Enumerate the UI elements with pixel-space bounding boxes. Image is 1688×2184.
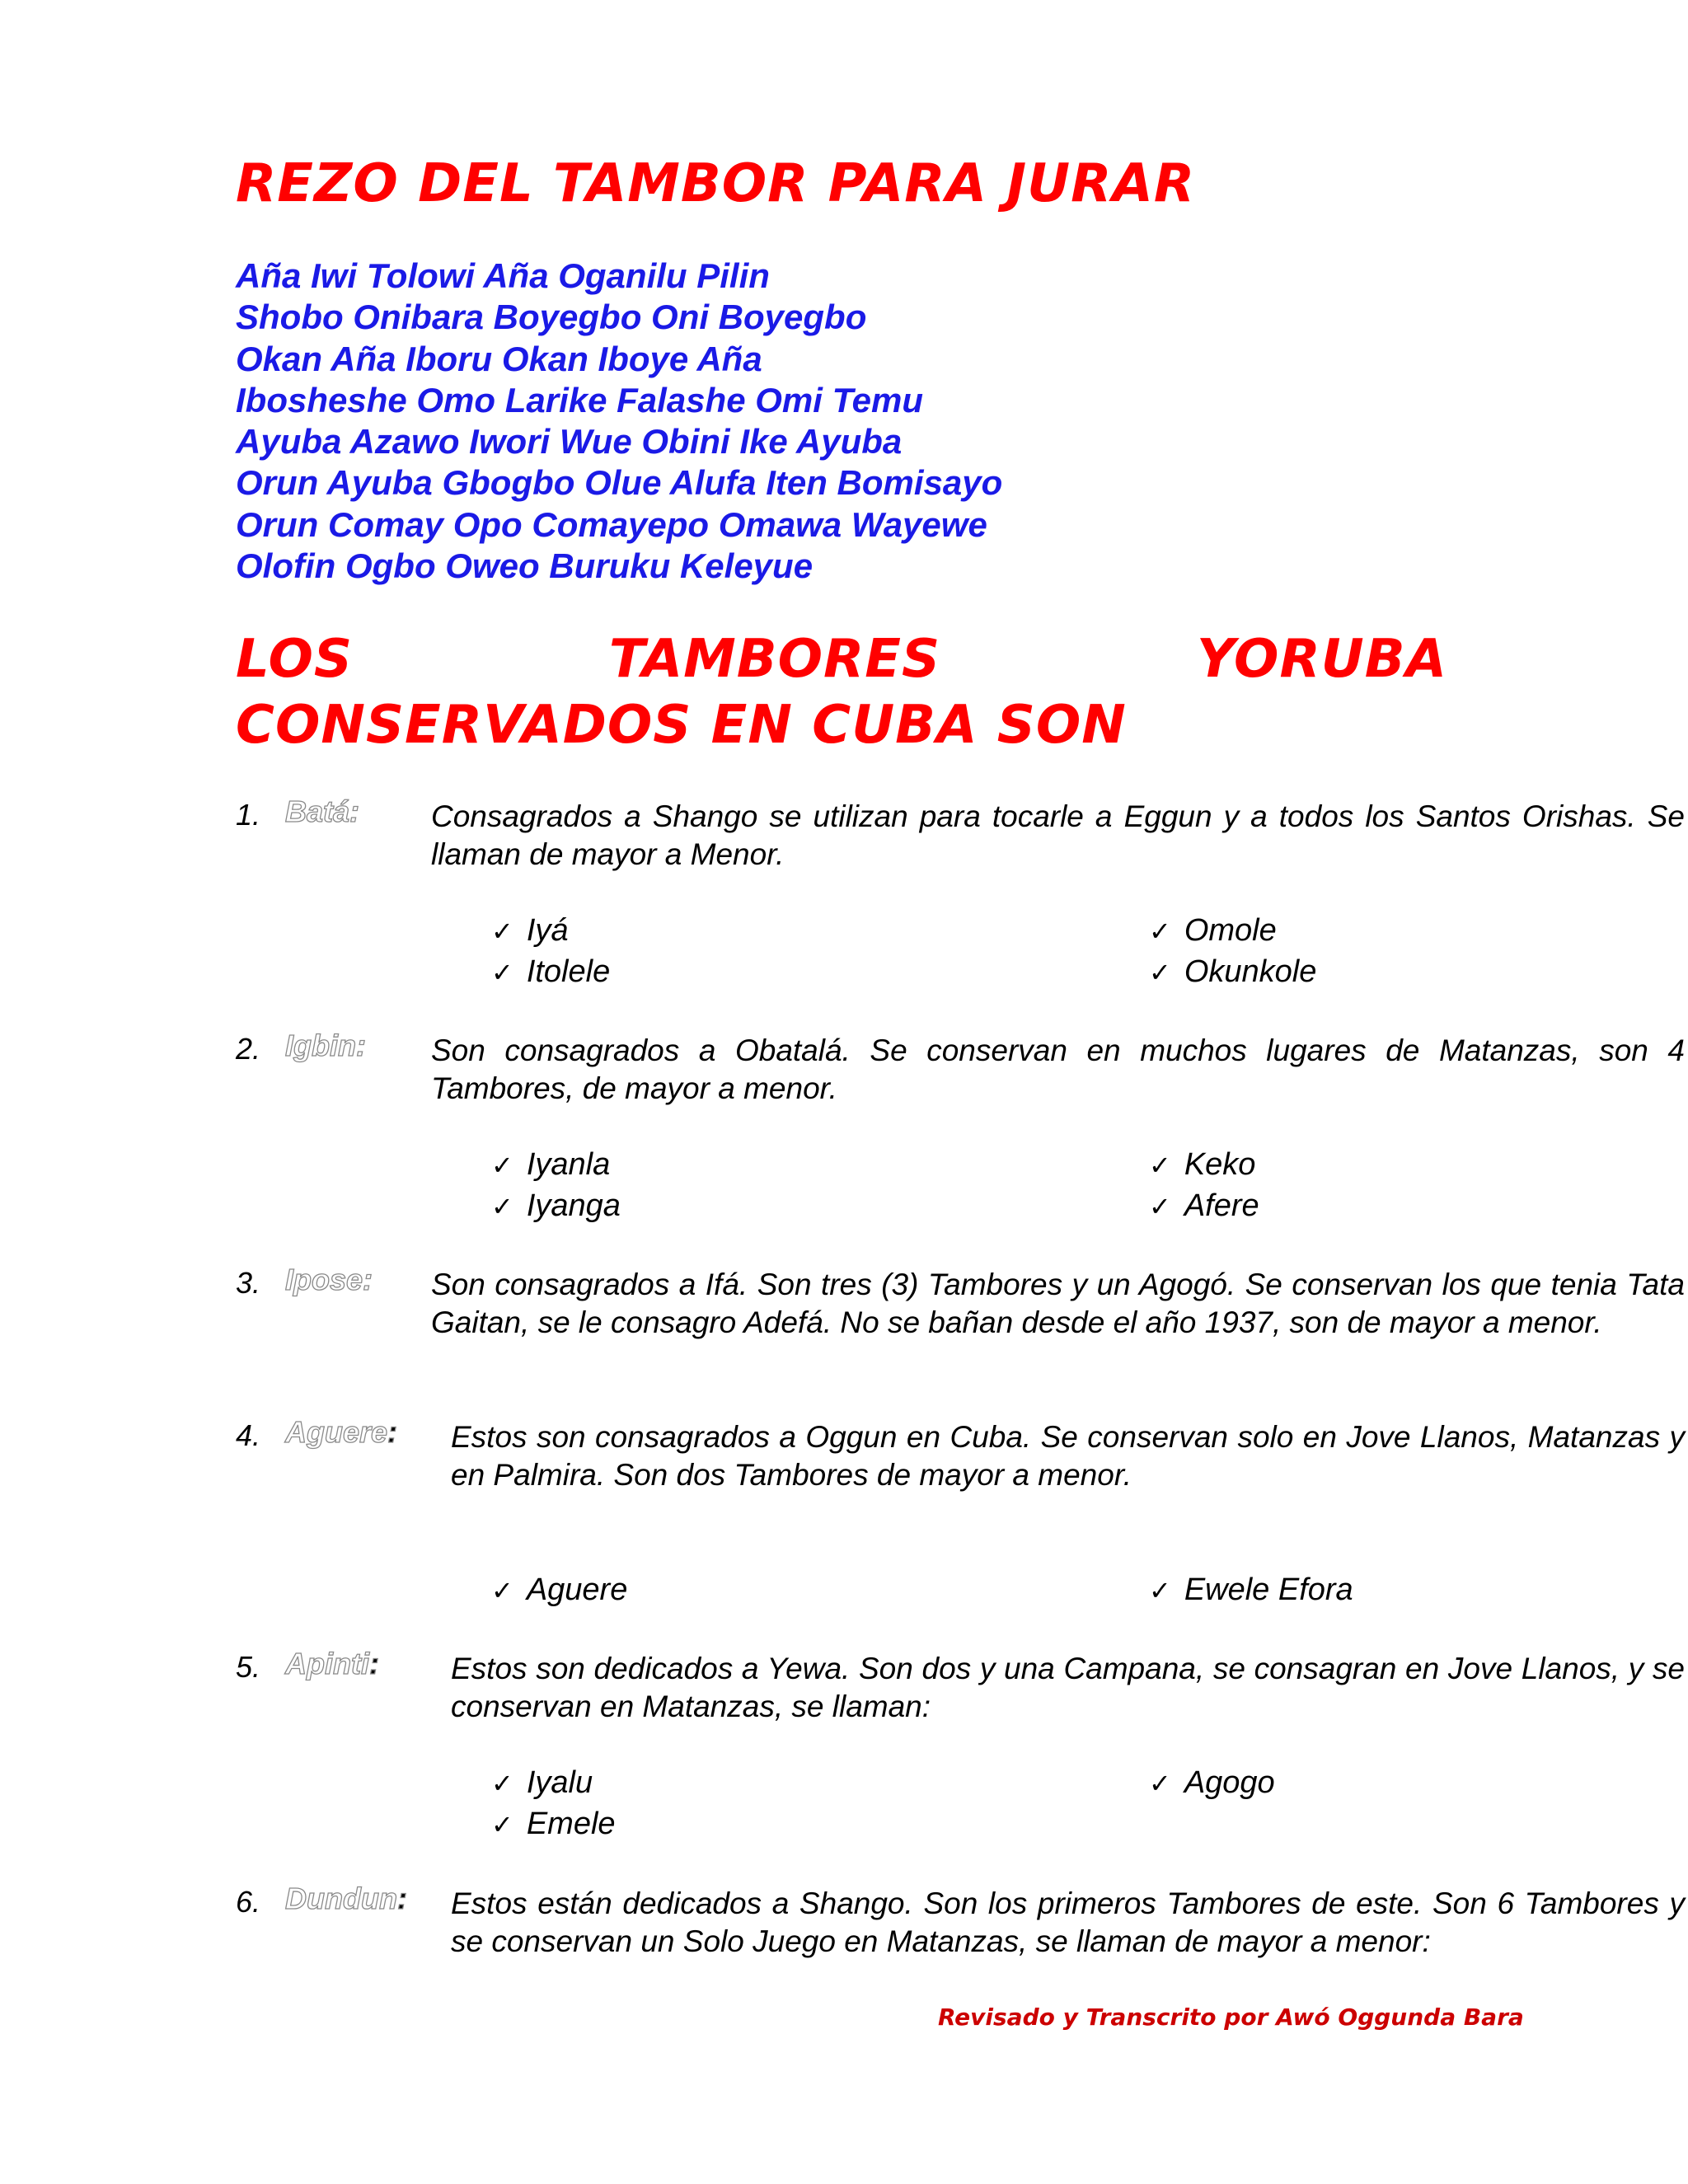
heading-word: LOS (236, 629, 353, 690)
entry-number: 3. (236, 1266, 261, 1300)
footer-credit: Revisado y Transcrito por Awó Oggunda Bara (938, 2004, 1524, 2031)
heading-word: TAMBORES (608, 629, 941, 690)
check-icon: ✓ (1149, 916, 1171, 947)
check-icon: ✓ (491, 1809, 513, 1840)
heading-word: YORUBA (1196, 629, 1447, 690)
drum-item-label: Aguere (526, 1572, 628, 1607)
section-heading (236, 626, 1447, 758)
prayer-line: Aña Iwi Tolowi Aña Oganilu Pilin (236, 256, 770, 295)
drum-item (491, 1188, 621, 1224)
drum-item (491, 954, 610, 990)
heading-line-2: CONSERVADOS EN CUBA SON (236, 695, 1127, 756)
prayer-line: Shobo Onibara Boyegbo Oni Boyegbo (236, 298, 867, 337)
prayer-line: Orun Comay Opo Comayepo Omawa Wayewe (236, 504, 987, 544)
drum-item (1149, 1188, 1259, 1224)
check-icon: ✓ (1149, 1575, 1171, 1606)
check-icon: ✓ (1149, 1150, 1171, 1181)
drum-item (1149, 1147, 1255, 1183)
drum-item (1149, 913, 1277, 949)
drum-description: Estos están dedicados a Shango. Son los primeros Tambores de este. Son 6 Tambores y se conservan un Solo Juego en Matanzas, se llaman de mayor a menor: (451, 1886, 1685, 1958)
drum-name: Batá: (285, 794, 360, 828)
drum-name-colon: : (368, 1647, 379, 1680)
drum-item (491, 913, 569, 949)
drum-description: Consagrados a Shango se utilizan para tocarle a Eggun y a todos los Santos Orishas. Se llaman de mayor a Menor. (431, 799, 1685, 871)
drum-item (1149, 1572, 1353, 1608)
check-icon: ✓ (491, 1575, 513, 1606)
drum-item-label: Ewele Efora (1184, 1572, 1353, 1607)
drum-name (285, 1882, 407, 1916)
check-icon: ✓ (491, 957, 513, 988)
check-icon: ✓ (491, 1191, 513, 1222)
check-icon: ✓ (1149, 1768, 1171, 1799)
drum-name-colon: : (396, 1882, 407, 1915)
drum-item (491, 1765, 593, 1801)
drum-item-label: Emele (526, 1807, 616, 1841)
check-icon: ✓ (491, 1150, 513, 1181)
drum-description: Son consagrados a Ifá. Son tres (3) Tambores y un Agogó. Se conservan los que tenia Tata Gaitan, se le consagro Adefá. No se bañan desde el año 1937, son de mayor a menor. (431, 1268, 1685, 1339)
entry-number: 2. (236, 1032, 261, 1066)
drum-name-text: Apinti (285, 1647, 369, 1680)
prayer-line: Okan Aña Iboru Okan Iboye Aña (236, 339, 762, 378)
check-icon: ✓ (491, 1768, 513, 1799)
page-title: REZO DEL TAMBOR PARA JURAR (236, 153, 1196, 214)
prayer-text (236, 255, 1002, 587)
drum-item (1149, 954, 1316, 990)
prayer-line: Orun Ayuba Gbogbo Olue Alufa Iten Bomisayo (236, 463, 1003, 503)
entry-number: 5. (236, 1650, 261, 1684)
entry-number: 1. (236, 798, 261, 832)
drum-name: Igbin: (285, 1029, 366, 1062)
drum-name-text: Aguere (285, 1415, 388, 1449)
drum-item-label: Afere (1184, 1188, 1259, 1223)
drum-name: Ipose: (285, 1263, 373, 1296)
drum-item-label: Okunkole (1184, 954, 1317, 989)
drum-name-text: Dundun (285, 1882, 397, 1915)
drum-item (1149, 1765, 1275, 1801)
drum-item (491, 1572, 627, 1608)
drum-name (285, 1415, 397, 1450)
drum-item-label: Omole (1184, 913, 1277, 948)
entry-number: 4. (236, 1418, 261, 1452)
drum-name (285, 1647, 379, 1681)
drum-item-label: Keko (1184, 1147, 1256, 1182)
drum-item-label: Itolele (526, 954, 611, 989)
entry-number: 6. (236, 1885, 261, 1919)
drum-item-label: Agogo (1184, 1765, 1275, 1800)
drum-description: Son consagrados a Obatalá. Se conservan en muchos lugares de Matanzas, son 4 Tambores, de mayor a menor. (431, 1033, 1685, 1105)
drum-item-label: Iyá (526, 913, 569, 948)
prayer-line: Olofin Ogbo Oweo Buruku Keleyue (236, 546, 814, 586)
drum-item-label: Iyanga (526, 1188, 621, 1223)
drum-item (491, 1147, 610, 1183)
drum-description: Estos son dedicados a Yewa. Son dos y una Campana, se consagran en Jove Llanos, y se conservan en Matanzas, se llaman: (451, 1652, 1685, 1723)
drum-item (491, 1807, 616, 1842)
drum-item-label: Iyanla (526, 1147, 611, 1182)
prayer-line: Ibosheshe Omo Larike Falashe Omi Temu (236, 380, 924, 419)
check-icon: ✓ (491, 916, 513, 947)
drum-description: Estos son consagrados a Oggun en Cuba. Se conservan solo en Jove Llanos, Matanzas y en Palmira. Son dos Tambores de mayor a menor. (451, 1420, 1685, 1492)
drum-item-label: Iyalu (526, 1765, 593, 1800)
drum-name-colon: : (387, 1415, 398, 1449)
check-icon: ✓ (1149, 957, 1171, 988)
check-icon: ✓ (1149, 1191, 1171, 1222)
prayer-line: Ayuba Azawo Iwori Wue Obini Ike Ayuba (236, 422, 903, 462)
